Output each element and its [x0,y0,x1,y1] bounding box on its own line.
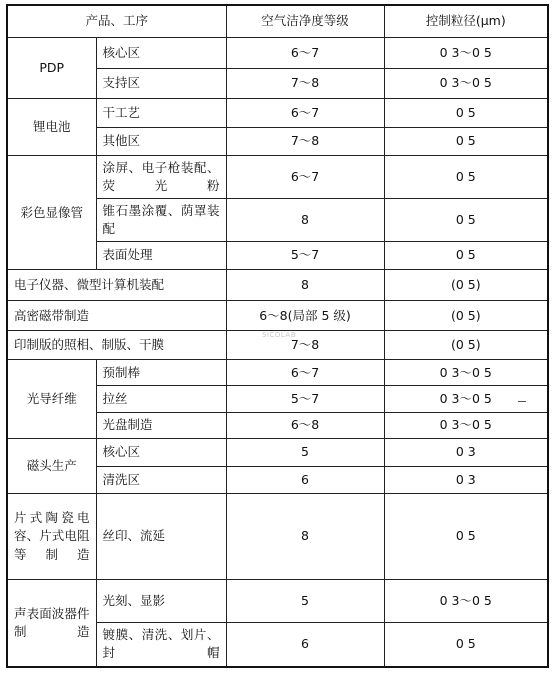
size-cell: 0 3 [384,439,548,466]
process-cell: 光盘制造 [96,412,226,438]
process-cell: 光刻、显影 [96,579,226,622]
class-cell: 8 [226,270,384,301]
table-row [7,270,548,301]
process-cell: 干工艺 [96,99,226,128]
stray-mark [518,401,526,402]
table-row [7,99,548,128]
class-cell: 5 [226,579,384,622]
product-cell: 高密磁带制造 [7,300,226,331]
size-cell: 0 3～0 5 [384,579,548,622]
process-cell: 涂屏、电子枪装配、荧光粉 [96,156,226,199]
product-cell: PDP [7,38,96,99]
class-cell: 5～7 [226,241,384,270]
class-cell: 8 [226,494,384,580]
process-cell: 核心区 [96,439,226,466]
table-row [7,38,548,69]
table-row [7,494,548,580]
product-cell: 印制版的照相、制版、干膜 [7,331,226,360]
process-cell: 预制棒 [96,359,226,385]
class-cell: 6～8 [226,412,384,438]
size-cell: 0 3～0 5 [384,386,548,412]
size-cell: 0 3 [384,466,548,493]
product-cell: 彩色显像管 [7,156,96,270]
product-cell: 磁头生产 [7,439,96,494]
product-cell: 锂电池 [7,99,96,156]
header-row [7,5,548,38]
table-row [7,156,548,199]
size-cell: 0 3～0 5 [384,68,548,99]
size-cell: (0 5) [384,331,548,360]
class-cell: 6～8(局部 5 级) [226,300,384,331]
class-cell: 7～8 [226,127,384,156]
class-cell: 6 [226,622,384,667]
process-cell: 核心区 [96,38,226,69]
class-cell: 6～7 [226,359,384,385]
size-cell: 0 3～0 5 [384,412,548,438]
process-cell: 丝印、流延 [96,494,226,580]
table-row [7,579,548,622]
process-cell: 清洗区 [96,466,226,493]
size-cell: 0 5 [384,198,548,241]
size-cell: 0 5 [384,156,548,199]
size-cell: (0 5) [384,270,548,301]
size-cell: 0 5 [384,622,548,667]
product-cell: 光导纤维 [7,359,96,438]
size-cell: 0 3～0 5 [384,359,548,385]
class-cell: 7～8 [226,68,384,99]
size-cell: 0 5 [384,99,548,128]
class-cell: 8 [226,198,384,241]
process-cell: 支持区 [96,68,226,99]
header-cleanliness-class: 空气洁净度等级 [226,5,384,38]
process-cell: 其他区 [96,127,226,156]
class-cell: 6～7 [226,156,384,199]
class-cell: 6～7 [226,99,384,128]
class-cell: 5 [226,439,384,466]
class-cell: 7～8 [226,331,384,360]
product-cell: 电子仪器、微型计算机装配 [7,270,226,301]
size-cell: 0 5 [384,241,548,270]
watermark: SICOLAB [262,331,297,339]
header-particle-size: 控制粒径(μm) [384,5,548,38]
table-row [7,300,548,331]
size-cell: 0 3～0 5 [384,38,548,69]
process-cell: 锥石墨涂覆、荫罩装配 [96,198,226,241]
size-cell: 0 5 [384,127,548,156]
process-cell: 镀膜、清洗、划片、封帽 [96,622,226,667]
table-row [7,439,548,466]
process-cell: 拉丝 [96,386,226,412]
class-cell: 5～7 [226,386,384,412]
product-cell: 片式陶瓷电容、片式电阻等制造 [7,494,96,580]
table-row [7,359,548,385]
product-cell: 声表面波器件制造 [7,579,96,667]
header-product-process: 产品、工序 [7,5,226,38]
class-cell: 6 [226,466,384,493]
process-cell: 表面处理 [96,241,226,270]
size-cell: 0 5 [384,494,548,580]
size-cell: (0 5) [384,300,548,331]
class-cell: 6～7 [226,38,384,69]
